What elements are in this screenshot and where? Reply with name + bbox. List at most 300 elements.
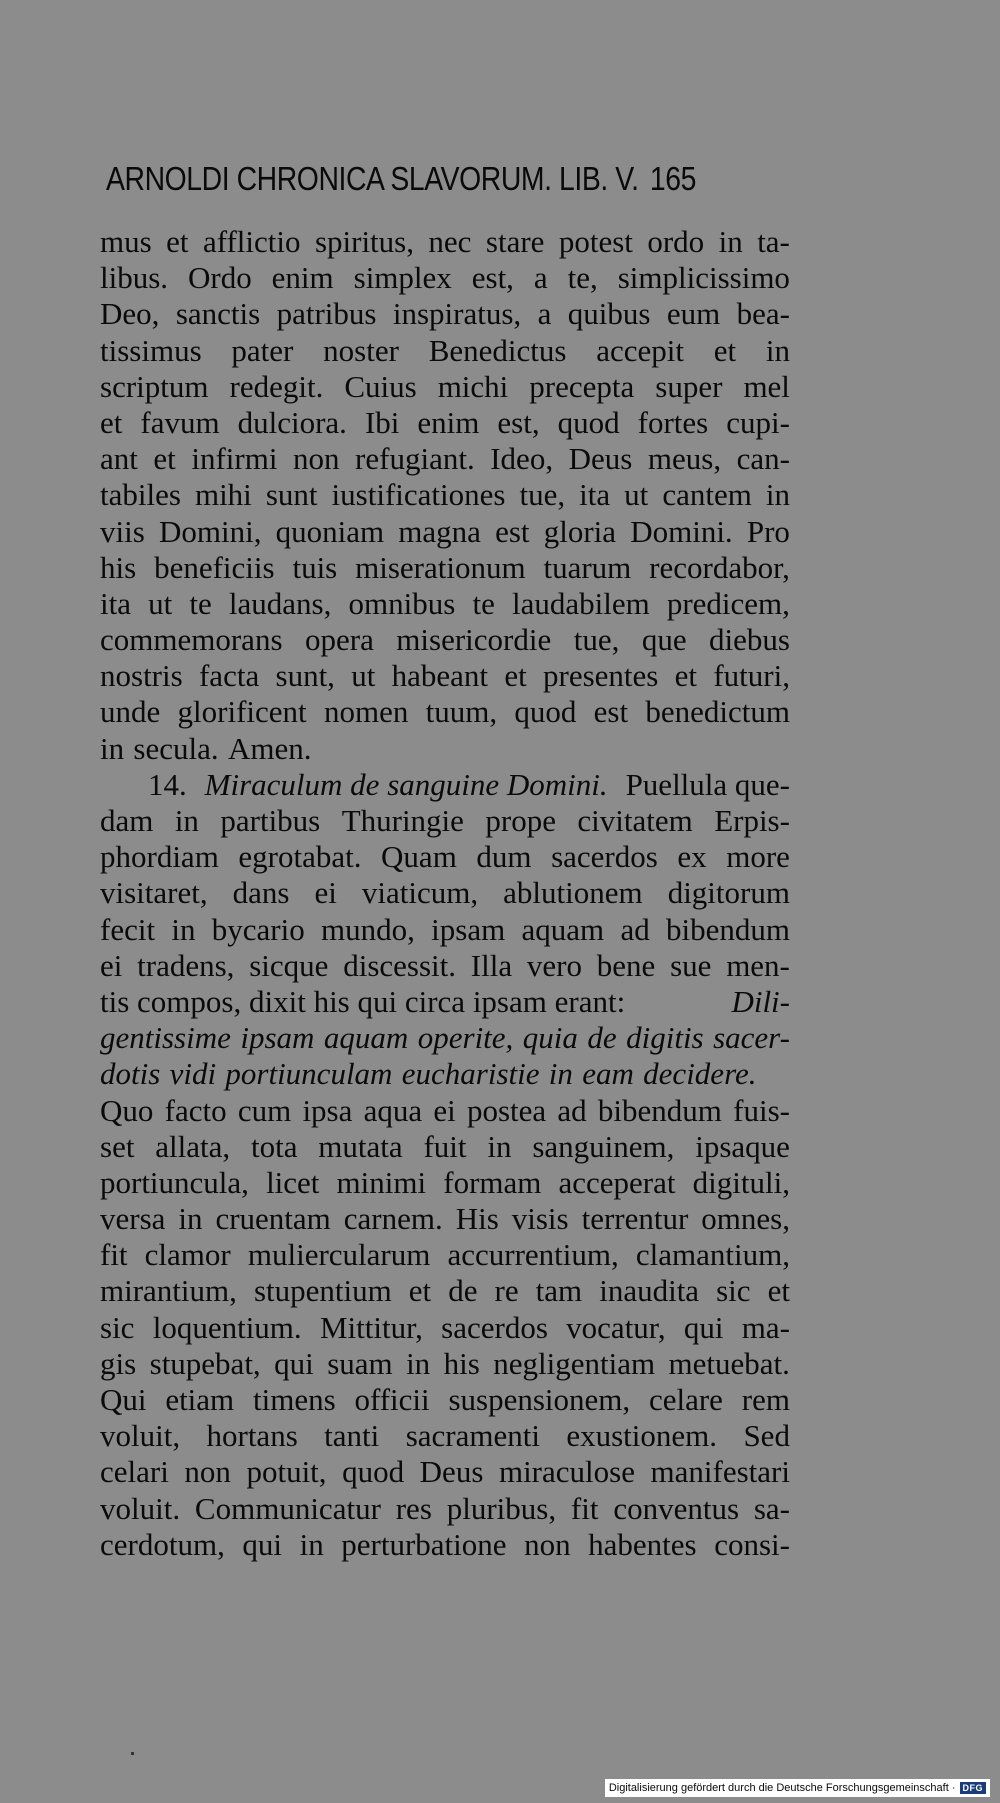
word: mundo, (321, 911, 415, 947)
word: cupi- (726, 404, 790, 440)
word: formam (443, 1164, 542, 1200)
word: Ordo (188, 260, 252, 296)
word: est, (497, 404, 540, 440)
running-title: ARNOLDI CHRONICA SLAVORUM. LIB. V. (106, 160, 639, 197)
text-line (100, 405, 790, 441)
word: sacerdos (551, 839, 658, 875)
text-line (100, 1346, 790, 1382)
quote-text: Dili- (731, 983, 790, 1019)
text-line (100, 1201, 790, 1237)
word: ex (677, 839, 707, 875)
word: officii (354, 1382, 430, 1417)
word: suspensionem, (448, 1382, 631, 1417)
word: bea- (736, 296, 790, 332)
word: dam (100, 803, 154, 838)
word: Deo, (100, 296, 160, 332)
word: Deus (568, 441, 633, 477)
word: dans (232, 875, 290, 911)
word: ipsam (431, 911, 506, 947)
word: stupentium (253, 1273, 392, 1309)
word: qui (274, 1345, 314, 1381)
word: voluit, (100, 1418, 181, 1454)
word: versa (100, 1201, 166, 1237)
word: in (178, 1201, 203, 1237)
word: timens (252, 1382, 336, 1417)
text-line (100, 1129, 790, 1165)
word: tabiles (100, 477, 181, 513)
word: et (100, 404, 123, 440)
word: Mittitur, (319, 1309, 423, 1345)
word: cruentam (215, 1201, 331, 1237)
word: in (548, 1056, 573, 1092)
word: mus (100, 224, 152, 259)
text-line (100, 839, 790, 875)
text-line (100, 1491, 790, 1527)
text-line (100, 658, 790, 694)
scan-speck (131, 1752, 134, 1755)
word: facta (198, 658, 260, 694)
text-line (100, 875, 790, 911)
text-line (100, 1093, 790, 1129)
word: acceperat (558, 1164, 676, 1200)
word: loquentium. (152, 1309, 302, 1345)
word: visis (511, 1201, 569, 1237)
word: aqua (363, 1092, 423, 1128)
word: Ibi (364, 404, 400, 440)
word: ita (579, 477, 611, 513)
word: et (504, 658, 527, 694)
word: fit (570, 1490, 599, 1526)
word: discessit. (343, 947, 457, 983)
word: Benedictus (428, 332, 567, 368)
word: Illa (470, 947, 513, 983)
word: ei (100, 947, 123, 983)
word: fecit (100, 911, 156, 947)
word: digituli, (692, 1164, 790, 1200)
word: bycario (211, 911, 305, 947)
word: redegit. (229, 368, 324, 404)
word: et (408, 1273, 432, 1309)
word: mel (743, 368, 790, 404)
word: scriptum (100, 368, 209, 404)
word: perturbatione (341, 1526, 507, 1562)
word: de (448, 1273, 478, 1309)
word: est (593, 694, 629, 730)
word: tam (535, 1273, 583, 1309)
text-line (100, 1273, 790, 1309)
word: minimi (336, 1164, 427, 1200)
word: dum (476, 839, 532, 875)
word: predicem, (666, 585, 790, 621)
word: ma- (741, 1309, 790, 1345)
word: ad (557, 1092, 587, 1128)
word: can- (736, 441, 790, 477)
word: sa- (753, 1490, 790, 1526)
word: diebus (709, 622, 790, 658)
word: libus. (100, 260, 169, 296)
text-line (100, 1418, 790, 1454)
text-line (100, 441, 790, 477)
text-line (100, 514, 790, 550)
word: michi (437, 368, 509, 404)
text-line (100, 586, 790, 622)
word: inspiratus, (392, 296, 522, 332)
word: bene (596, 947, 656, 983)
word: Thuringie (341, 803, 464, 838)
word: et (674, 658, 698, 694)
word: conventus (613, 1490, 740, 1526)
word: his (100, 549, 137, 585)
word: mihi (194, 477, 252, 513)
word: Cuius (344, 368, 417, 404)
text-line (100, 1382, 790, 1418)
word: non (293, 441, 340, 477)
word: simplex (353, 260, 452, 296)
word: tota (250, 1128, 298, 1164)
word: magna (398, 513, 481, 549)
word: de (587, 1020, 617, 1056)
word: et (713, 332, 737, 368)
word: viis (100, 513, 145, 549)
word: ut (148, 585, 173, 621)
word: Communicatur (194, 1490, 381, 1526)
text-line (100, 296, 790, 332)
word: potuit, (246, 1454, 327, 1490)
word: Domini, (158, 513, 262, 549)
word: misericordie (396, 622, 552, 658)
word: presentes (543, 658, 659, 694)
word: dotis (100, 1056, 161, 1092)
word: sic (716, 1273, 751, 1309)
text-line (100, 1310, 790, 1346)
word: phordiam (100, 839, 219, 875)
word: Qui (100, 1382, 147, 1417)
dfg-logo: DFG (960, 1782, 987, 1794)
word: in (299, 1526, 324, 1562)
word: clamantium, (635, 1237, 790, 1273)
text-line (100, 1454, 790, 1490)
word: ei (314, 875, 337, 911)
word: in (487, 1128, 512, 1164)
word: favum (140, 404, 220, 440)
word: tuum, (425, 694, 498, 730)
word: benedictum (645, 694, 790, 730)
word: pluribus, (446, 1490, 557, 1526)
word: mirantium, (100, 1273, 237, 1309)
word: te, (567, 260, 598, 296)
word: ablutionem (503, 875, 643, 911)
word: Domini. (630, 513, 733, 549)
word: clamor (144, 1237, 231, 1273)
word: futuri, (713, 658, 790, 694)
word: fuit (423, 1128, 467, 1164)
quote-lead-line (100, 984, 790, 1020)
word: portiuncula, (100, 1164, 249, 1200)
word: sicque (249, 947, 329, 983)
word: quod (514, 694, 577, 730)
word: hortans (206, 1418, 298, 1454)
word: stupebat, (149, 1345, 261, 1381)
word: ta- (757, 224, 790, 259)
word: his (443, 1345, 480, 1381)
word: unde (100, 694, 161, 730)
word: non (184, 1454, 231, 1490)
word: voluit. (100, 1490, 181, 1526)
word: ut (624, 477, 649, 513)
word: fuis- (733, 1092, 790, 1128)
text-line (100, 912, 790, 948)
word: accurrentium, (447, 1237, 619, 1273)
word: terrentur (581, 1201, 689, 1237)
word: Pro (746, 513, 790, 549)
word: miserationum (355, 549, 526, 585)
word: eam (582, 1056, 634, 1092)
word: Quo (100, 1092, 154, 1128)
word: te (472, 585, 495, 621)
word: Erpis- (714, 803, 790, 838)
word: nec (428, 224, 472, 259)
word: His (455, 1201, 499, 1237)
word: in (100, 730, 125, 766)
word: iustificationes (331, 477, 506, 513)
word: ipsaque (695, 1128, 790, 1164)
word: in (171, 911, 196, 947)
word: tuis (292, 549, 338, 585)
word: carnem. (343, 1201, 443, 1237)
word: tue, (519, 477, 566, 513)
section-number: 14. (148, 766, 187, 802)
word: aquam (323, 1020, 409, 1056)
text-line (100, 224, 790, 260)
word: non (524, 1526, 571, 1562)
word: postea (466, 1092, 547, 1128)
word: ipsa (302, 1092, 353, 1128)
word: commemorans (100, 622, 283, 658)
word: omnibus (348, 585, 456, 621)
word: quibus (567, 296, 651, 332)
word: manifestari (650, 1454, 790, 1490)
section-14-heading-line (100, 767, 790, 803)
text-line (100, 1237, 790, 1273)
word: laudans, (228, 585, 332, 621)
word: Quam (381, 839, 457, 875)
word: gloria (543, 513, 617, 549)
word: sanctis (175, 296, 261, 332)
word: etiam (165, 1382, 235, 1417)
word: tissimus (100, 332, 202, 368)
word: que (641, 622, 687, 658)
word: sacer- (713, 1020, 790, 1056)
text-line (100, 333, 790, 369)
word: recordabor, (649, 549, 790, 585)
word: gentissime (100, 1020, 231, 1056)
word: sacramenti (405, 1418, 540, 1454)
word: facto (164, 1092, 227, 1128)
word: stare (485, 224, 545, 259)
word: viaticum, (361, 875, 479, 911)
word: ei (433, 1092, 456, 1128)
text-line (100, 731, 790, 767)
word: quia (522, 1020, 578, 1056)
word: operite, (417, 1020, 514, 1056)
word: in (406, 1345, 431, 1381)
word: glorificent (177, 694, 307, 730)
word: vidi (169, 1056, 217, 1092)
text-segment: Puellula que- (625, 766, 790, 802)
word: mutata (318, 1128, 403, 1164)
word: quoniam (275, 513, 385, 549)
word: aquam (521, 911, 605, 947)
word: fortes (637, 404, 709, 440)
word: decidere. (643, 1056, 757, 1092)
word: habeant (391, 658, 489, 694)
word: pater (231, 332, 294, 368)
word: ita (100, 585, 131, 621)
word: habentes (588, 1526, 697, 1562)
text-line (100, 477, 790, 513)
quote-line (100, 1020, 790, 1056)
page-header (106, 148, 696, 198)
word: res (395, 1490, 432, 1526)
text-line (100, 550, 790, 586)
word: secula. (133, 730, 219, 766)
word: a (537, 296, 552, 332)
word: Sed (743, 1418, 790, 1454)
word: cum (237, 1092, 292, 1128)
word: miraculose (498, 1454, 635, 1490)
word: enim (271, 260, 334, 296)
word: partibus (220, 803, 321, 838)
word: egrotabat. (238, 839, 362, 875)
word: refugiant. (355, 441, 475, 477)
word: cantem (662, 477, 752, 513)
word: tradens, (137, 947, 235, 983)
word: set (100, 1128, 135, 1164)
text-line (100, 1165, 790, 1201)
word: bibendum (665, 911, 790, 947)
word: tuarum (543, 549, 632, 585)
word: potest (558, 224, 633, 259)
word: est, (471, 260, 514, 296)
word: dulciora. (237, 404, 347, 440)
word: in (174, 803, 199, 838)
word: et (166, 224, 189, 259)
word: celare (648, 1382, 723, 1417)
word: omnes, (701, 1201, 790, 1237)
word: beneficiis (154, 549, 275, 585)
word: digitorum (667, 875, 790, 911)
word: afflictio (202, 224, 301, 259)
section-heading: Miraculum de sanguine Domini. (204, 766, 608, 802)
word: et (153, 441, 176, 477)
word: eucharistie (401, 1056, 540, 1092)
word: precepta (529, 368, 635, 404)
word: quod (557, 404, 620, 440)
word: tanti (324, 1418, 380, 1454)
text-line (100, 260, 790, 296)
word: ordo (647, 224, 705, 259)
word: meus, (647, 441, 722, 477)
word: muliercularum (247, 1237, 431, 1273)
word: celari (100, 1454, 169, 1490)
word: re (494, 1273, 519, 1309)
word: vocatur, (566, 1309, 666, 1345)
word: Deus (419, 1454, 484, 1490)
word: et (767, 1273, 790, 1309)
word: in (718, 224, 743, 259)
word: spiritus, (314, 224, 414, 259)
word: rem (741, 1382, 790, 1417)
word: portiunculam (225, 1056, 393, 1092)
word: cerdotum, (100, 1526, 225, 1562)
word: a (533, 260, 548, 296)
word: civitatem (577, 803, 693, 838)
word: consi- (714, 1526, 790, 1562)
word: est (495, 513, 530, 549)
text-line (100, 369, 790, 405)
word: licet (266, 1164, 320, 1200)
word: sunt, (275, 658, 335, 694)
word: qui (242, 1526, 283, 1562)
word: sic (100, 1309, 135, 1345)
word: accepit (596, 332, 684, 368)
word: patribus (276, 296, 377, 332)
word: visitaret, (100, 875, 208, 911)
word: sue (670, 947, 712, 983)
word: inaudita (599, 1273, 700, 1309)
word: allata, (155, 1128, 231, 1164)
word: in (765, 332, 790, 368)
word: opera (304, 622, 374, 658)
word: qui (683, 1309, 724, 1345)
word: sunt (265, 477, 318, 513)
word: exustionem. (566, 1418, 718, 1454)
word: nomen (323, 694, 409, 730)
text-line (100, 1527, 790, 1563)
text-line (100, 622, 790, 658)
word: prope (485, 803, 556, 838)
word: ad (620, 911, 650, 947)
footer-text: Digitalisierung gefördert durch die Deutsche Forschungsgemeinschaft · (608, 1782, 956, 1794)
word: in (765, 477, 790, 513)
word: sanguinem, (532, 1128, 675, 1164)
text-line (100, 803, 790, 839)
word: simplicissimo (617, 260, 790, 296)
text-body (100, 224, 790, 1563)
word: suam (327, 1345, 393, 1381)
word: men- (726, 947, 790, 983)
word: ant (100, 441, 138, 477)
word: Amen. (227, 730, 312, 766)
word: laudabilem (511, 585, 650, 621)
footer-attribution (605, 1779, 990, 1797)
word: more (726, 839, 790, 875)
word: tue, (573, 622, 620, 658)
text-line (100, 948, 790, 984)
word: vero (526, 947, 582, 983)
word: quod (342, 1454, 405, 1490)
word: negligentiam (493, 1345, 656, 1381)
text-line (100, 694, 790, 730)
word: sacerdos (441, 1309, 548, 1345)
word: bibendum (597, 1092, 722, 1128)
page-number: 165 (649, 160, 696, 197)
word: fit (100, 1237, 128, 1273)
word: ipsam (240, 1020, 315, 1056)
word: super (655, 368, 723, 404)
word: nostris (100, 658, 183, 694)
quote-line (100, 1056, 790, 1092)
